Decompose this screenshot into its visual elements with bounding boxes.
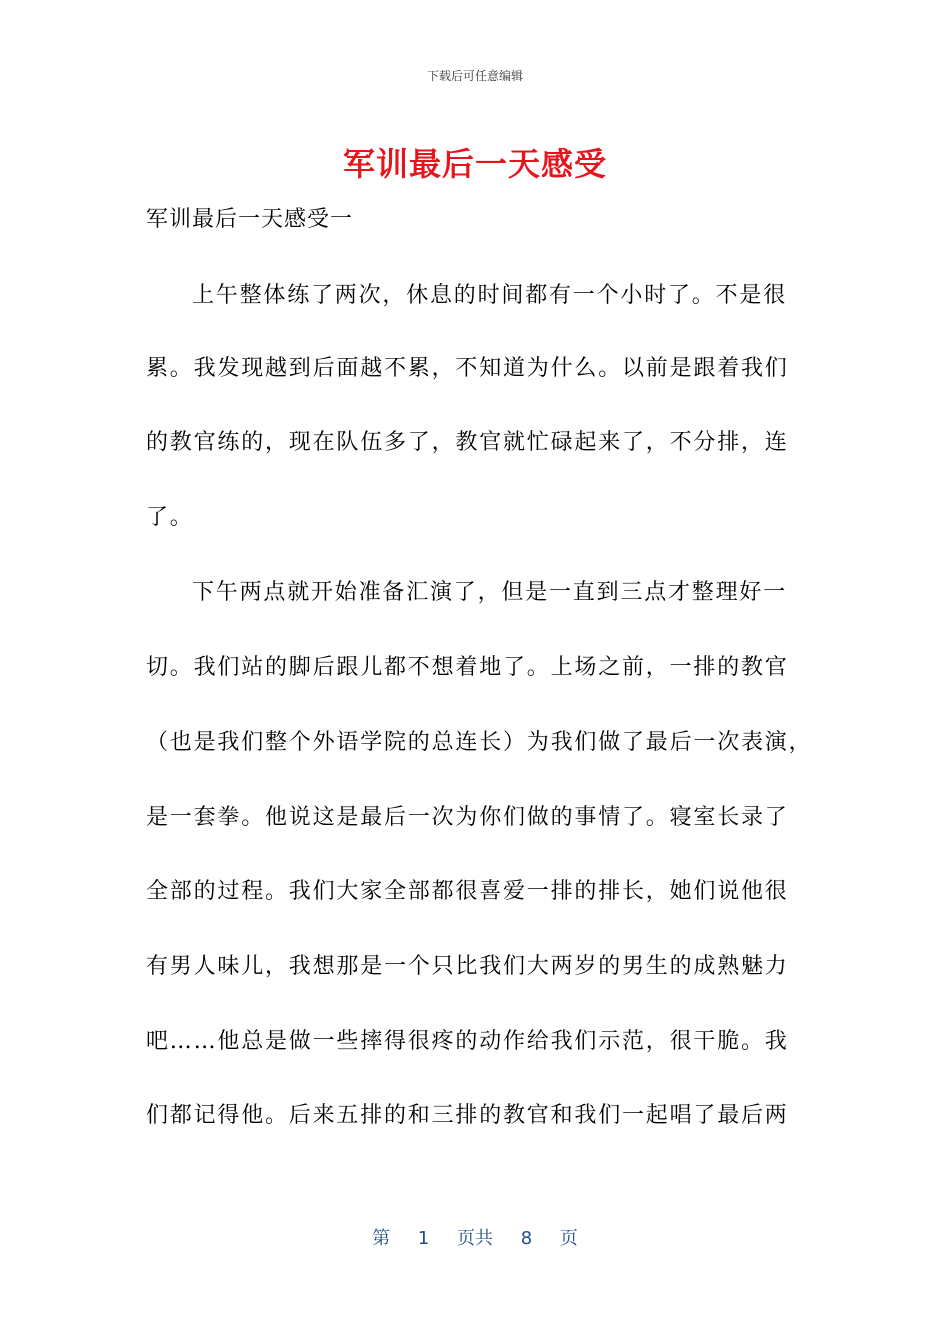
body-line: 了。 bbox=[146, 505, 194, 530]
footer-page-number: 1 bbox=[417, 1228, 430, 1249]
body-line: 切。我们站的脚后跟儿都不想着地了。上场之前，一排的教官 bbox=[146, 655, 789, 680]
body-line: 累。我发现越到后面越不累，不知道为什么。以前是跟着我们 bbox=[146, 356, 789, 381]
body-line: 下午两点就开始准备汇演了，但是一直到三点才整理好一 bbox=[192, 580, 788, 605]
body-line: （也是我们整个外语学院的总连长）为我们做了最后一次表演， bbox=[146, 730, 813, 755]
body-line: 是一套拳。他说这是最后一次为你们做的事情了。寝室长录了 bbox=[146, 805, 789, 830]
body-line: 们都记得他。后来五排的和三排的教官和我们一起唱了最后两 bbox=[146, 1103, 789, 1128]
body-line: 的教官练的，现在队伍多了，教官就忙碌起来了，不分排，连 bbox=[146, 430, 789, 455]
header-note: 下载后可任意编辑 bbox=[426, 69, 523, 83]
document-subtitle: 军训最后一天感受一 bbox=[146, 207, 354, 232]
body-line: 上午整体练了两次，休息的时间都有一个小时了。不是很 bbox=[192, 283, 788, 308]
footer-prefix: 第 bbox=[372, 1228, 391, 1249]
body-line: 有男人味儿，我想那是一个只比我们大两岁的男生的成熟魅力 bbox=[146, 954, 789, 979]
footer-suffix: 页 bbox=[559, 1228, 578, 1249]
page-footer bbox=[0, 1226, 950, 1252]
body-line: 吧……他总是做一些摔得很疼的动作给我们示范，很干脆。我 bbox=[146, 1029, 789, 1054]
footer-middle: 页共 bbox=[457, 1228, 493, 1249]
document-title: 军训最后一天感受 bbox=[342, 145, 607, 183]
footer-total-pages: 8 bbox=[520, 1228, 533, 1249]
body-line: 全部的过程。我们大家全部都很喜爱一排的排长，她们说他很 bbox=[146, 879, 789, 904]
